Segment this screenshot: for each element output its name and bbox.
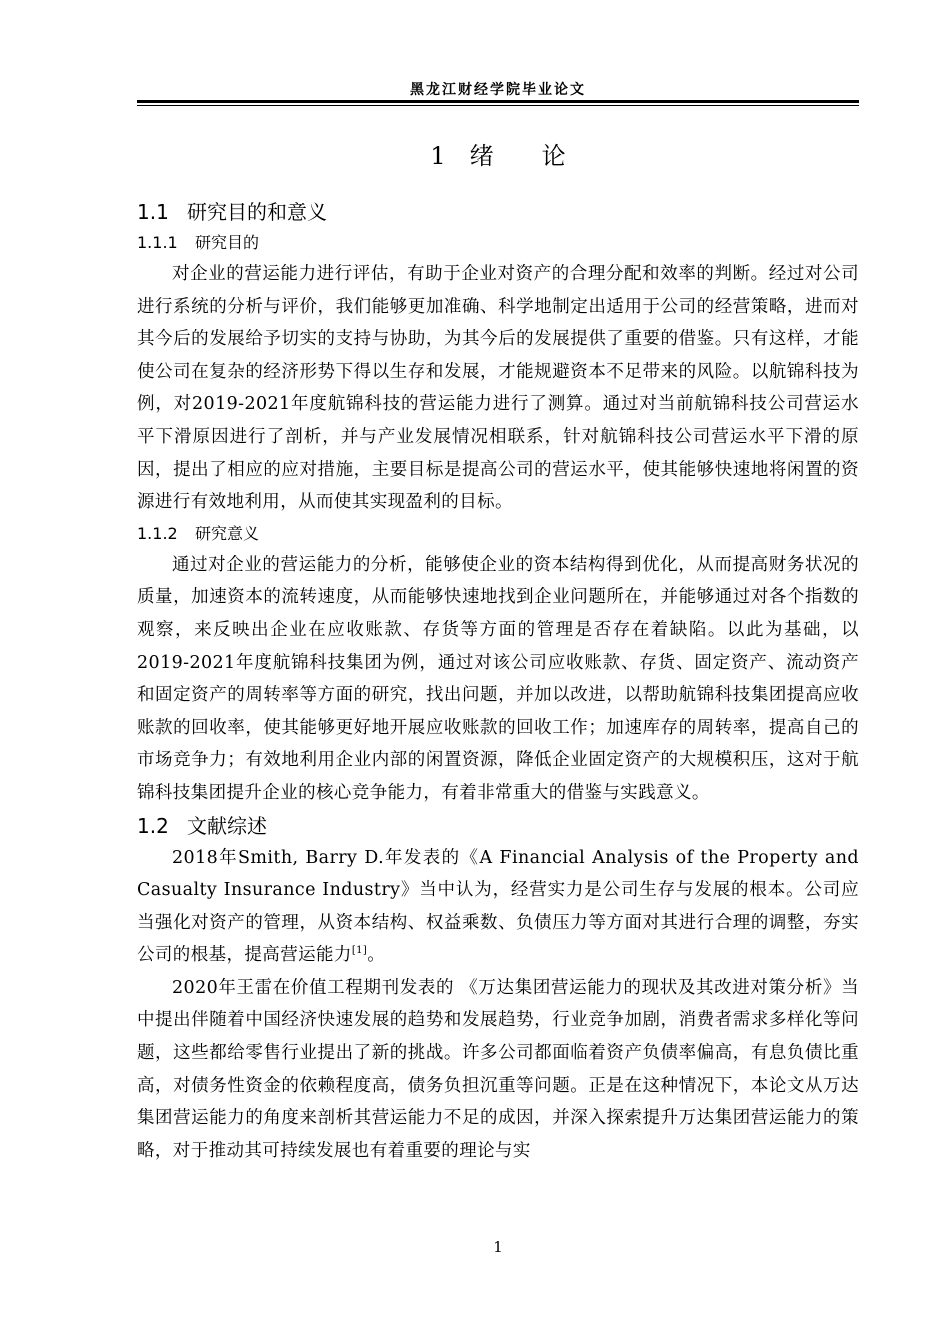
subsection-title: 研究意义 <box>195 523 260 543</box>
subsection-heading-1-1-1 <box>137 228 859 258</box>
running-header: 黑龙江财经学院毕业论文 <box>410 82 586 98</box>
section-heading-1-2 <box>137 810 859 842</box>
body-content <box>137 196 859 1167</box>
paragraph-end-punctuation: 。 <box>367 945 386 966</box>
paragraph-research-significance: 通过对企业的营运能力的分析，能够使企业的资本结构得到优化，从而提高财务状况的质量，加速资本的流转速度，从而能够快速地找到企业问题所在，并能够通过对各个指数的观察，来反映出企业在应收账款、存货等方面的管理是否存在着缺陷。以此为基础，以2019-2021年度航锦科技集团为例，通过对该公司应收账款、存货、固定资产、流动资产和固定资产的周转率等方面的研究，找出问题，并加以改进，以帮助航锦科技集团提高应收账款的回收率，使其能够更好地开展应收账款的回收工作；加速库存的周转率，提高自己的市场竞争力；有效地利用企业内部的闲置资源，降低企业固定资产的大规模积压，这对于航锦科技集团提升企业的核心竞争能力，有着非常重大的借鉴与实践意义。 <box>137 554 859 803</box>
paragraph-literature-review-2: 2020年王雷在价值工程期刊发表的 《万达集团营运能力的现状及其改进对策分析》当中提出伴随着中国经济快速发展的趋势和发展趋势，行业竞争加剧，消费者需求多样化等问题，这些都给零售行业提出了新的挑战。许多公司都面临着资产负债率偏高，有息负债比重高，对债务性资金的依赖程度高，债务负担沉重等问题。正是在这种情况下，本论文从万达集团营运能力的角度来剖析其营运能力不足的成因，并深入探索提升万达集团营运能力的策略，对于推动其可持续发展也有着重要的理论与实 <box>137 977 859 1161</box>
section-heading-1-1 <box>137 196 859 228</box>
section-title: 研究目的和意义 <box>187 200 327 224</box>
page-number: 1 <box>493 1238 503 1256</box>
paragraph-literature-review-1 <box>137 842 859 972</box>
section-number: 1.2 <box>137 813 169 838</box>
chapter-title: 1 绪 论 <box>430 142 566 170</box>
paragraph-text: 2018年Smith, Barry D.年发表的《A Financial Analysis of the Property and Casualty Insurance Industry》当中认为，经营实力是公司生存与发展的根本。公司应当强化对资产的管理，从资本结构、权益乘数、负债压力等方面对其进行合理的调整，夯实公司的根基，提高营运能力 <box>137 847 859 966</box>
header-rule-thin <box>137 105 859 106</box>
section-number: 1.1 <box>137 200 169 224</box>
section-title: 文献综述 <box>187 813 267 838</box>
subsection-number: 1.1.1 <box>137 233 178 252</box>
citation-superscript: [1] <box>351 945 368 957</box>
subsection-title: 研究目的 <box>195 233 260 252</box>
subsection-number: 1.1.2 <box>137 523 178 543</box>
header-rule-thick <box>137 100 859 103</box>
paragraph-research-purpose: 对企业的营运能力进行评估，有助于企业对资产的合理分配和效率的判断。经过对公司进行系统的分析与评价，我们能够更加准确、科学地制定出适用于公司的经营策略，进而对其今后的发展给予切实的支持与协助，为其今后的发展提供了重要的借鉴。只有这样，才能使公司在复杂的经济形势下得以生存和发展，才能规避资本不足带来的风险。以航锦科技为例，对2019-2021年度航锦科技的营运能力进行了测算。通过对当前航锦科技公司营运水平下滑原因进行了剖析，并与产业发展情况相联系，针对航锦科技公司营运水平下滑的原因，提出了相应的应对措施，主要目标是提高公司的营运水平，使其能够快速地将闲置的资源进行有效地利用，从而使其实现盈利的目标。 <box>137 264 859 513</box>
subsection-heading-1-1-2 <box>137 519 859 549</box>
